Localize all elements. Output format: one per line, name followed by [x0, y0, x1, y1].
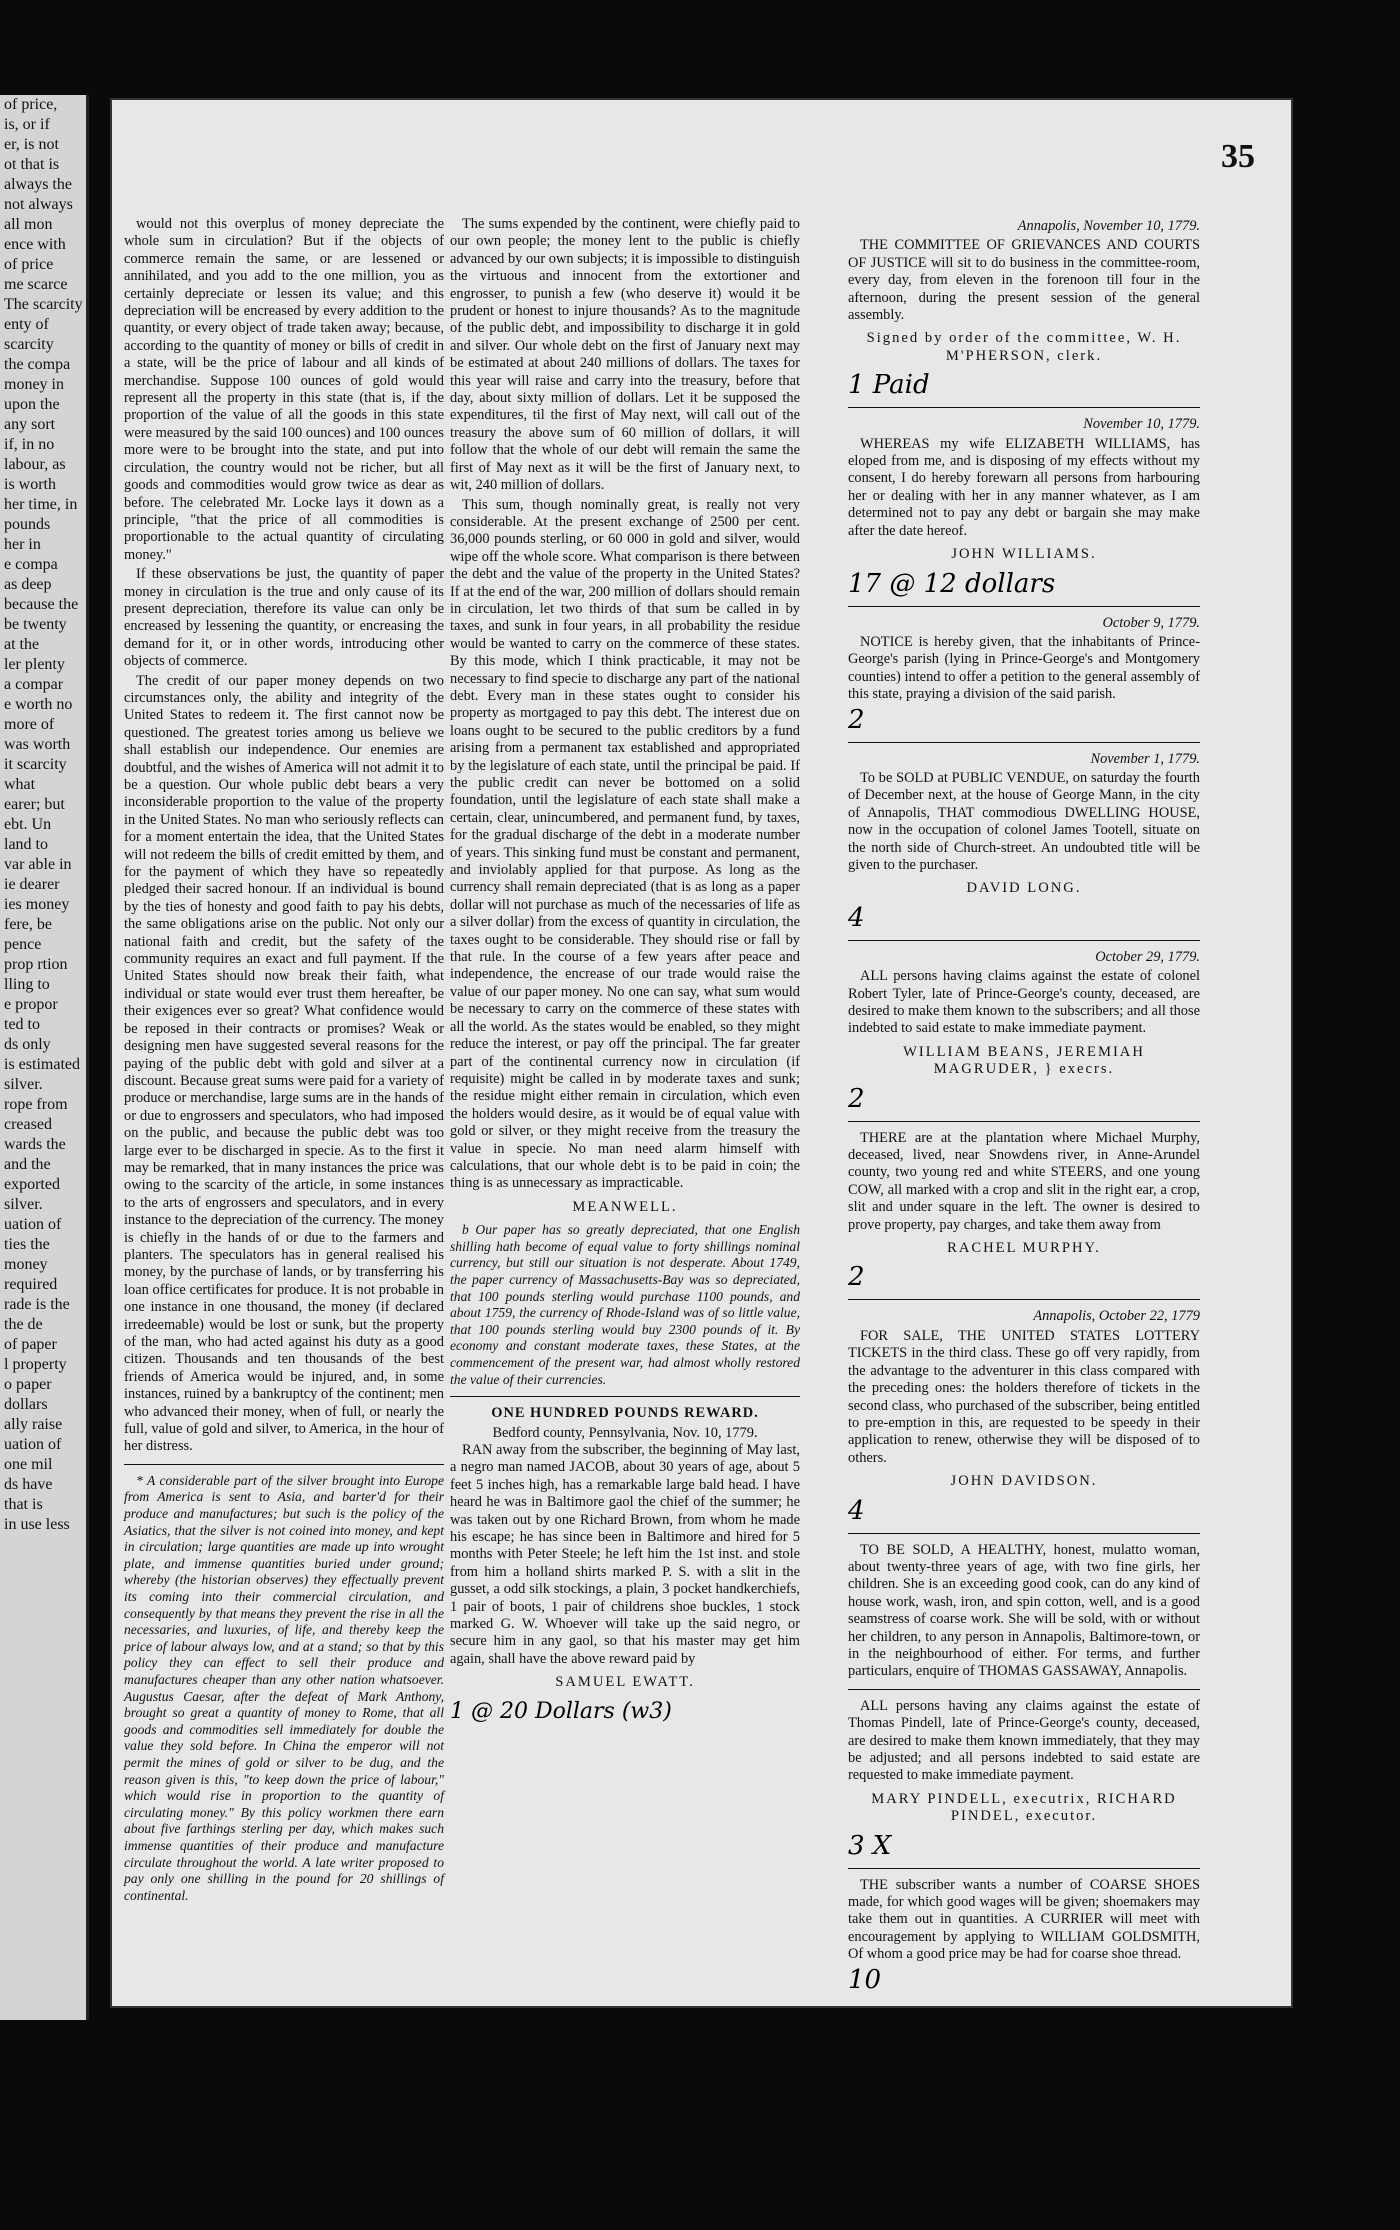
ad-signer: Signed by order of the committee, W. H. M'PHERSON, clerk.: [866, 330, 1182, 364]
article-paragraph: This sum, though nominally great, is really not very considerable. At the present exchange of 2500 per cent. 36,000 pounds sterling, or 60 000 in gold and silver, would wipe off the whole score. What comparison is there between the debt and the value of the property in the United States? If at the end of the war, 200 million of dollars should remain in circulation, let two thirds of that sum be called in by taxes, and sunk in four years, in all probability the residue would be wanted to carry on the commerce of these states. By this mode, which I think practicable, it may not be necessary to find specie to discharge any part of the national debt. Every man in these states ought to consider his property as mortgaged to pay this debt. The interest due on loans ought to be secured to the public creditors by a fund arising from a permanent tax established and appropriated by the legislature of each state, until the principal be paid. If the public credit can never be bottomed on a solid foundation, until the legislature of each state shall make a certain, clear, unincumbered, and permanent fund, by taxes, for the gradual discharge of the debt in a moderate number of years. This sinking fund must be constant and permanent, and inviolably applied for that purpose. As long as the currency shall remain depreciated (that is as long as a paper dollar will not purchase as much of the necessaries of life as a silver dollar) from the excess of quantity in circulation, the taxes ought to be considerable. They should rise or fall by that rule. In the course of a few years after peace and independence, the encrease of our trade would raise the value of our paper money. No one can say, what sum would be necessary to carry on the commerce of these states with all the world. As the states would be enabled, so they might reduce the interest, or pay off the principal. The far greater part of the continental currency now in circulation (if requisite) might be called in by moderate taxes and sunk; the residue might either remain in circulation, which even the holders would desire, as it would be of equal value with gold or silver, or they might receive from the treasury the value in specie. No man need alarm himself with calculations, that our whole debt is to be paid in coin; the thing is as unnecessary as impracticable.: [450, 496, 800, 1192]
prev-page-fragment: because the: [4, 596, 79, 613]
advertisement: [848, 1698, 1200, 1860]
prev-page-fragment: ot that is: [4, 156, 60, 173]
prev-page-fragment: earer; but: [4, 796, 65, 813]
divider: [848, 1121, 1200, 1122]
prev-page-fragment: was worth: [4, 736, 71, 753]
reward-signer: SAMUEL EWATT.: [555, 1674, 695, 1691]
column-3: [848, 216, 1200, 1998]
divider: [848, 1689, 1200, 1690]
newspaper-page: [110, 98, 1293, 2008]
ad-body: THERE are at the plantation where Michael Murphy, deceased, lived, near Snowdens river, in Anne-Arundel county, two young red and white STEERS, and one young COW, all marked with a crop and slit in the right ear, a crop, slit and under square in the left. The owner is desired to prove property, pay charges, and take them away from: [848, 1129, 1200, 1233]
prev-page-fragment: wards the: [4, 1136, 66, 1153]
ad-body: FOR SALE, THE UNITED STATES LOTTERY TICKETS in the third class. These go off very rapidly, from the advantage to the adventurer in this class compared with the preceding ones: the holders therefore of tickets in the second class, who purchased of the subscriber, being entitled to pre-emption in this, are requested to be speedy in their application to renew, otherwise they will be disposed of to others.: [848, 1327, 1200, 1466]
prev-page-fragment: ties the: [4, 1236, 50, 1253]
prev-page-fragment: e propor: [4, 996, 58, 1013]
handwritten-note: 2: [848, 1083, 865, 1114]
prev-page-fragment: er, is not: [4, 136, 59, 153]
prev-page-fragment: e compa: [4, 556, 58, 573]
ad-body: ALL persons having any claims against the estate of Thomas Pindell, late of Prince-George's county, deceased, are desired to make them known immediately, that they may be adjusted; and all persons indebted to said estate are requested to make immediate payment.: [848, 1697, 1200, 1784]
prev-page-fragment: silver.: [4, 1196, 43, 1213]
prev-page-fragment: lling to: [4, 976, 50, 993]
prev-page-fragment: at the: [4, 636, 40, 653]
divider: [848, 606, 1200, 607]
prev-page-fragment: l property: [4, 1356, 67, 1373]
divider: [848, 940, 1200, 941]
prev-page-fragment: is, or if: [4, 116, 50, 133]
prev-page-fragment: uation of: [4, 1216, 62, 1233]
prev-page-fragment: as deep: [4, 576, 52, 593]
prev-page-fragment: of price: [4, 256, 54, 273]
prev-page-fragment: what: [4, 776, 36, 793]
handwritten-note: 4: [848, 1495, 865, 1526]
handwritten-note: 1 Paid: [848, 370, 930, 401]
ad-date: November 10, 1779.: [1083, 416, 1200, 433]
prev-page-fragment: enty of: [4, 316, 49, 333]
prev-page-fragment: ence with: [4, 236, 66, 253]
ad-date: Annapolis, November 10, 1779.: [1017, 218, 1200, 234]
footnote: * A considerable part of the silver brought into Europe from America is sent to Asia, and barter'd for their produce and manufactures; but such is the policy of the Asiatics, that the silver is not coined into money, and kept in circulation; large quantities are made up into wrought plate, and immense quantities buried under ground; whereby (the historian observes) they effectually prevent its coming into their commercial circulation, and consequently by that means they prevent the rise in all the necessaries, and luxuries, of life, and thereby keep the price of labour always low, and at a stand; so that by this policy they can effect to sell their produce and manufactures cheaper than any other nation whatsoever. Augustus Caesar, after the defeat of Mark Anthony, brought so great a quantity of money to Rome, that all goods and commodities sell immediately for double the value they sold before. In China the emperor will not permit the mines of gold or silver to be dug, and the reason given is this, "to keep down the price of labour," which would rise in proportion to the quantity of circulating money." By this policy workmen there earn about five farthings sterling per day, which makes such immense quantities of their produce and manufacture circulate throughout the world. A late writer proposed to pay only one shilling in the pound for 20 shillings of continental.: [124, 1472, 444, 1903]
ad-signer: JOHN WILLIAMS.: [951, 546, 1097, 563]
prev-page-fragment: pounds: [4, 516, 51, 533]
prev-page-fragment: one mil: [4, 1456, 53, 1473]
column-1: [124, 216, 444, 1906]
handwritten-note: 1 @ 20 Dollars (w3): [450, 1698, 672, 1724]
footnote: b Our paper has so greatly depreciated, that one English shilling hath become of equal value to forty shillings nominal currency, but still our situation is not desperate. About 1749, the paper currency of Massachusetts-Bay was so depreciated, that 100 pounds sterling would purchase 1100 pounds, and about 1759, the currency of Rhode-Island was of so little value, that 100 pounds sterling would buy 2300 pounds of it. By economy and constant moderate taxes, these States, at the commencement of the present war, had almost wholly restored the value of their currencies.: [450, 1222, 800, 1387]
previous-page-edge: [0, 95, 89, 2020]
ad-signer: MARY PINDELL, executrix, RICHARD PINDEL, executor.: [871, 1790, 1177, 1825]
prev-page-fragment: the de: [4, 1316, 43, 1333]
prev-page-fragment: uation of: [4, 1436, 62, 1453]
divider: [124, 1464, 444, 1465]
prev-page-fragment: prop rtion: [4, 956, 68, 973]
divider: [848, 1299, 1200, 1300]
advertisement: [848, 1308, 1200, 1524]
advertisement: [848, 1542, 1200, 1681]
prev-page-fragment: ds have: [4, 1476, 53, 1493]
article-paragraph: The sums expended by the continent, were chiefly paid to our own people; the money lent to the public is chiefly advanced by our own subjects; it is impossible to distinguish the virtuous and innocent from the extortioner and engrosser, to punish a few (who deserve it) would it be prudent or honest to injure thousands? As to the magnitude of the public debt, and impossibility to discharge it in gold and silver. Our whole debt on the first of January next may be estimated at about 240 millions of dollars. The taxes for this year will raise and carry into the treasury, before that day, about sixty million of dollars. Let it be supposed the expenditures, til the first of May next, will call out of the treasury the above sum of 60 million of dollars, it will follow that the whole of our debt will remain the same the first of May next as it will be the first of January next, to wit, 240 million of dollars.: [450, 216, 800, 494]
column-2: [450, 216, 800, 1726]
prev-page-fragment: be twenty: [4, 616, 67, 633]
prev-page-fragment: money in: [4, 376, 64, 393]
ad-body: WHEREAS my wife ELIZABETH WILLIAMS, has eloped from me, and is disposing of my effects without my consent, I do hereby forewarn all persons from harbouring her or dealing with her in any manner whatever, as I am determined not to pay any debt or bargain she may make after the date hereof.: [848, 435, 1200, 539]
prev-page-fragment: fere, be: [4, 916, 52, 933]
prev-page-fragment: ds only: [4, 1036, 51, 1053]
article-paragraph: would not this overplus of money depreciate the whole sum in circulation? But if the objects of commerce remain the same, or are lessened or annihilated, and you add to the one million, you as certainly depreciate or lessen its value; and this depreciation will be encreased by every addition to the quantity, or every object of trade taken away; because, according to the quantity of money or bills of credit in a state, will be the price of labour and all kinds of merchandise. Suppose 100 ounces of gold would represent all the property in this state (that is, if the proportion of the value of all the goods in this state were measured by the said 100 ounces) and 100 ounces more were to be brought into the state, and put into circulation, the country would not be richer, but all goods and commodities would grow twice as dear as before. The celebrated Mr. Locke lays it down as a principle, "that the price of all commodities is proportionable to the actual quantity of circulating money.": [124, 216, 444, 563]
prev-page-fragment: pence: [4, 936, 42, 953]
advertisement: [848, 949, 1200, 1113]
ad-date: October 9, 1779.: [1102, 614, 1200, 631]
prev-page-fragment: ie dearer: [4, 876, 60, 893]
prev-page-fragment: of paper: [4, 1336, 57, 1353]
ad-body: To be SOLD at PUBLIC VENDUE, on saturday the fourth of December next, at the house of George Mann, in the city of Annapolis, THAT commodious DWELLING HOUSE, now in the occupation of colonel James Tootell, situate on the north side of Church-street. An undoubted title will be given to the purchaser.: [848, 769, 1200, 873]
prev-page-fragment: rope from: [4, 1096, 68, 1113]
prev-page-fragment: ally raise: [4, 1416, 63, 1433]
divider: [848, 742, 1200, 743]
handwritten-note: 3 X: [848, 1830, 892, 1861]
divider: [450, 1396, 800, 1397]
prev-page-fragment: of price,: [4, 96, 58, 113]
prev-page-fragment: rade is the: [4, 1296, 70, 1313]
prev-page-fragment: and the: [4, 1156, 51, 1173]
prev-page-fragment: it scarcity: [4, 756, 67, 773]
prev-page-fragment: The scarcity: [4, 296, 83, 313]
ad-signer: RACHEL MURPHY.: [947, 1240, 1101, 1257]
prev-page-fragment: not always: [4, 196, 73, 213]
ad-body: NOTICE is hereby given, that the inhabitants of Prince-George's parish (lying in Prince-George's and Montgomery counties) intend to offer a petition to the general assembly of this state, praying a division of the said parish.: [848, 633, 1200, 703]
prev-page-fragment: required: [4, 1276, 58, 1293]
advertisement: [848, 615, 1200, 734]
handwritten-note: 4: [848, 902, 865, 933]
prev-page-fragment: o paper: [4, 1376, 52, 1393]
handwritten-note: 2: [848, 704, 865, 735]
prev-page-fragment: more of: [4, 716, 55, 733]
ad-date: Annapolis, October 22, 1779: [1033, 1308, 1200, 1325]
handwritten-note: 17 @ 12 dollars: [848, 568, 1056, 599]
prev-page-fragment: scarcity: [4, 336, 54, 353]
prev-page-fragment: labour, as: [4, 456, 66, 473]
prev-page-fragment: dollars: [4, 1396, 48, 1413]
prev-page-fragment: that is: [4, 1496, 43, 1513]
prev-page-fragment: land to: [4, 836, 48, 853]
page-number: 35: [1221, 138, 1255, 175]
prev-page-fragment: ebt. Un: [4, 816, 52, 833]
prev-page-fragment: money: [4, 1256, 48, 1273]
prev-page-fragment: the compa: [4, 356, 71, 373]
reward-title: ONE HUNDRED POUNDS REWARD.: [491, 1405, 759, 1422]
handwritten-note: 2: [848, 1262, 865, 1293]
prev-page-fragment: upon the: [4, 396, 60, 413]
prev-page-fragment: in use less: [4, 1516, 70, 1533]
article-signature: MEANWELL.: [572, 1198, 678, 1215]
advertisement: [848, 1130, 1200, 1292]
prev-page-fragment: ies money: [4, 896, 70, 913]
ad-signer: JOHN DAVIDSON.: [950, 1473, 1098, 1490]
ad-body: ALL persons having claims against the estate of colonel Robert Tyler, late of Prince-George's county, deceased, are desired to make them known to the subscribers; and all those indebted to said estate to make immediate payment.: [848, 968, 1200, 1037]
prev-page-fragment: me scarce: [4, 276, 68, 293]
prev-page-fragment: a compar: [4, 676, 64, 693]
ad-body: THE COMMITTEE OF GRIEVANCES AND COURTS OF JUSTICE will sit to do business in the committee-room, every day, from eleven in the forenoon till four in the afternoon, during the present session of the general assembly.: [848, 237, 1200, 324]
prev-page-fragment: all mon: [4, 216, 53, 233]
advertisement: [848, 218, 1200, 399]
divider: [848, 1868, 1200, 1869]
ad-date: November 1, 1779.: [1090, 750, 1200, 767]
reward-body: RAN away from the subscriber, the beginning of May last, a negro man named JACOB, about 30 years of age, about 5 feet 5 inches high, has a remarkable large bald head. I have heard he was in Baltimore gaol the chief of the summer; he was taken out by one Richard Brown, from whom he made his escape; he has since been in Baltimore and hired for 5 months with Peter Steele; he left him the 1st inst. and stole from him a holland shirts marked P. S. with a slit in the gusset, a odd silk stockings, a plain, 3 pocket handkerchiefs, 1 pair of boots, 1 pair of childrens shoe buckles, 1 stock marked G. W. Whoever will take up the said negro, or secure him in any gaol, so that his master may get him again, shall have the above reward paid by: [450, 1441, 800, 1667]
ad-signer: DAVID LONG.: [966, 880, 1082, 897]
prev-page-fragment: is worth: [4, 476, 56, 493]
handwritten-note: 10: [848, 1964, 882, 1995]
prev-page-fragment: e worth no: [4, 696, 73, 713]
divider: [848, 1533, 1200, 1534]
prev-page-fragment: var able in: [4, 856, 72, 873]
ad-body: THE subscriber wants a number of COARSE SHOES made, for which good wages will be given; shoemakers may take them out in quantities. A CURRIER will meet with encouragement by applying to WILLIAM GOLDSMITH, Of whom a good price may be had for coarse shoe thread.: [848, 1876, 1200, 1963]
prev-page-fragment: her in: [4, 536, 41, 553]
advertisement: [848, 751, 1200, 932]
divider: [848, 407, 1200, 408]
advertisement: [848, 1877, 1200, 1994]
prev-page-fragment: if, in no: [4, 436, 55, 453]
reward-date: Bedford county, Pennsylvania, Nov. 10, 1779.: [492, 1424, 758, 1441]
ad-body: TO BE SOLD, A HEALTHY, honest, mulatto woman, about twenty-three years of age, with two fine girls, her children. She is an exceeding good cook, can do any kind of house work, wash, iron, and spin cotton, well, and is a good seamstress of coarse work. She will be sold, with or without her children, to any person in Annapolis, Baltimore-town, or in the neighbourhood of either. For terms, and further particulars, enquire of THOMAS GASSAWAY, Annapolis.: [848, 1541, 1200, 1680]
prev-page-fragment: exported: [4, 1176, 60, 1193]
prev-page-fragment: always the: [4, 176, 72, 193]
article-paragraph: If these observations be just, the quantity of paper money in circulation is the true and only cause of its present depreciation, therefore its value can only be encreased by lessening the quantity, or encreasing the demand for it, or in other words, introducing other objects of commerce.: [124, 566, 444, 670]
ad-date: October 29, 1779.: [1095, 948, 1200, 965]
prev-page-fragment: is estimated: [4, 1056, 80, 1073]
prev-page-fragment: creased: [4, 1116, 52, 1133]
prev-page-fragment: any sort: [4, 416, 56, 433]
prev-page-fragment: ler plenty: [4, 656, 65, 673]
prev-page-fragment: silver.: [4, 1076, 43, 1093]
prev-page-fragment: her time, in: [4, 496, 78, 513]
ad-signer: WILLIAM BEANS, JEREMIAH MAGRUDER, } execrs.: [903, 1043, 1145, 1078]
prev-page-fragment: ted to: [4, 1016, 40, 1033]
article-paragraph: The credit of our paper money depends on two circumstances only, the ability and integrity of the United States to redeem it. The first cannot now be questioned. The greatest tories among us believe we shall establish our independence. Our enemies are doubtful, and the wishes of America will not admit it to be a question. Our whole public debt bears a very inconsiderable proportion to the value of the property in the United States. No man who seriously reflects can for a moment entertain the idea, that the United States will not redeem the bills of credit emitted by them, and for the payment of which they have so repeatedly pledged their sacred honour. If an individual is bound by the ties of honesty and good faith to pay his debts, the same obligations arise on the public. Not only our national faith and credit, but the safety of the community requires an exact and full payment. If the United States should now break their faith, what individual or state would ever trust them hereafter, be their exigences ever so great? What confidence would be reposed in their contracts or promises? Weak or designing men have suggested several reasons for the paying of the public debt with gold and silver at a discount. Because great sums were paid for a variety of produce or merchandise, large sums are in the hands of or due to engrossers and speculators, who had imposed on the public, and because the public debt was too large ever to be discharged in specie. As to the first it may be remarked, that in many instances the price was owing to the scarcity of the article, in some instances to the arts of engrossers and speculators, and in every instance to the depreciation of the currency. The money is chiefly in the hands of or due to the farmers and planters. The speculators has in general realised his money, by the purchase of lands, or by transferring his loan office certificates for produce. It is not probable in one instance in one thousand, the money (if declared irredeemable) would be lost or sunk, but the property of the man, who had acted against his duty as a good citizen. Thousands and ten thousands of the best friends of America would be injured, and, in some instances, ruined by a bankruptcy of the continent; men who advanced their money, when of full, or nearly the full, value of gold and silver, to America, in the hour of her distress.: [124, 672, 444, 1455]
advertisement: [848, 416, 1200, 597]
